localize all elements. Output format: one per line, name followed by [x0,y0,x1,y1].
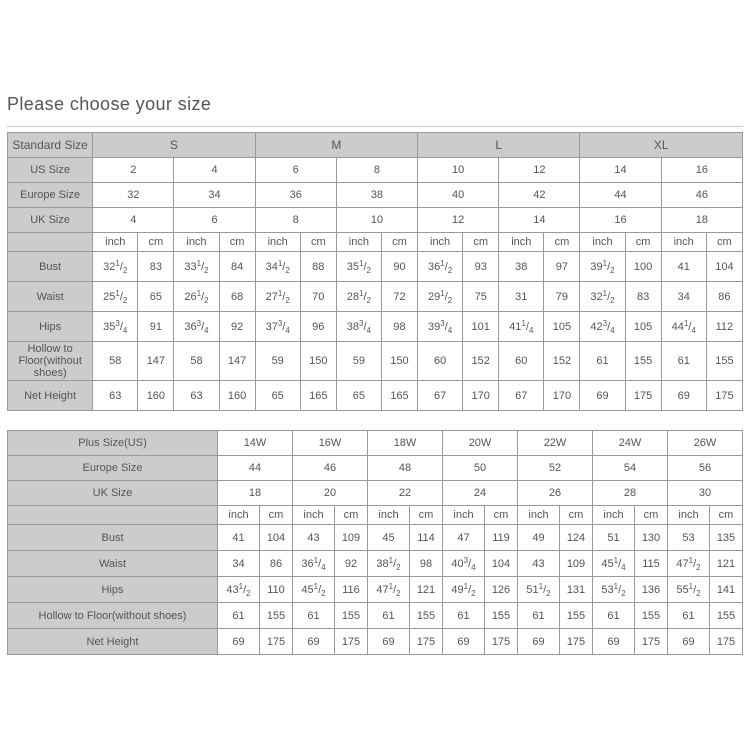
value-cell: 116 [335,577,368,603]
unit-cell: inch [443,506,485,525]
size-value-cell: 44 [580,183,661,208]
value-cell: 91 [138,312,174,342]
value-cell: 152 [463,342,499,381]
group-header-cell: M [255,133,417,158]
value-cell: 34 [218,551,260,577]
value-cell: 175 [410,629,443,655]
value-cell: 41 [218,525,260,551]
row-label-cell: Europe Size [8,456,218,481]
row-label-cell: Waist [8,551,218,577]
value-cell: 69 [218,629,260,655]
value-cell: 147 [138,342,174,381]
size-value-cell: 8 [255,208,336,233]
value-cell: 61 [443,603,485,629]
size-value-cell: 32 [93,183,174,208]
value-cell: 155 [485,603,518,629]
value-cell: 61 [580,342,625,381]
size-value-cell: 40 [418,183,499,208]
value-cell: 109 [560,551,593,577]
value-cell: 69 [668,629,710,655]
value-cell: 60 [418,342,463,381]
value-cell: 92 [335,551,368,577]
value-cell: 101 [463,312,499,342]
value-cell: 61 [368,603,410,629]
value-cell: 160 [138,381,174,411]
value-cell: 86 [706,282,742,312]
value-cell: 67 [499,381,544,411]
value-cell: 160 [219,381,255,411]
unit-cell: cm [138,233,174,252]
value-cell: $49^1/_2$ [443,577,485,603]
value-cell: 88 [300,252,336,282]
size-value-cell: 26W [668,431,743,456]
row-label-cell: Net Height [8,381,93,411]
value-cell: 69 [443,629,485,655]
unit-cell: cm [300,233,336,252]
value-cell: 104 [485,551,518,577]
value-cell: 105 [544,312,580,342]
size-value-cell: 18W [368,431,443,456]
unit-cell: inch [661,233,706,252]
unit-cell: cm [335,506,368,525]
value-cell: 150 [300,342,336,381]
unit-cell: inch [218,506,260,525]
size-value-cell: 6 [174,208,255,233]
value-cell: 75 [463,282,499,312]
size-value-cell: 50 [443,456,518,481]
unit-cell: cm [410,506,443,525]
value-cell: 65 [138,282,174,312]
value-cell: 47 [443,525,485,551]
size-value-cell: 14 [580,158,661,183]
value-cell: 83 [625,282,661,312]
value-cell: 175 [635,629,668,655]
value-cell: $45^1/_4$ [593,551,635,577]
value-cell: 155 [635,603,668,629]
value-cell: $35^3/_4$ [93,312,138,342]
value-cell: 136 [635,577,668,603]
size-value-cell: 16 [580,208,661,233]
value-cell: 83 [138,252,174,282]
size-value-cell: 28 [593,481,668,506]
size-value-cell: 42 [499,183,580,208]
value-cell: 130 [635,525,668,551]
size-value-cell: 26 [518,481,593,506]
value-cell: 104 [260,525,293,551]
value-cell: 175 [710,629,743,655]
value-cell: 175 [485,629,518,655]
row-label-cell: UK Size [8,481,218,506]
value-cell: $39^3/_4$ [418,312,463,342]
size-value-cell: 16W [293,431,368,456]
size-value-cell: 54 [593,456,668,481]
value-cell: 131 [560,577,593,603]
unit-cell: cm [485,506,518,525]
size-value-cell: 20W [443,431,518,456]
row-label-cell: Hips [8,312,93,342]
unit-cell: inch [336,233,381,252]
value-cell: 63 [174,381,219,411]
value-cell: $32^1/_2$ [93,252,138,282]
size-value-cell: 12 [418,208,499,233]
value-cell: $40^3/_4$ [443,551,485,577]
value-cell: $37^3/_4$ [255,312,300,342]
value-cell: $25^1/_2$ [93,282,138,312]
unit-cell: cm [381,233,417,252]
row-label-cell: Net Height [8,629,218,655]
value-cell: 175 [706,381,742,411]
value-cell: $36^3/_4$ [174,312,219,342]
unit-cell: inch [593,506,635,525]
value-cell: 155 [410,603,443,629]
value-cell: 84 [219,252,255,282]
value-cell: 43 [518,551,560,577]
unit-cell: cm [635,506,668,525]
unit-cell: cm [260,506,293,525]
value-cell: 49 [518,525,560,551]
value-cell: 86 [260,551,293,577]
unit-cell: inch [499,233,544,252]
row-label-cell: Hips [8,577,218,603]
unit-cell: inch [580,233,625,252]
value-cell: 69 [661,381,706,411]
value-cell: 119 [485,525,518,551]
value-cell: 67 [418,381,463,411]
value-cell: 43 [293,525,335,551]
value-cell: 31 [499,282,544,312]
value-cell: $35^1/_2$ [336,252,381,282]
value-cell: 51 [593,525,635,551]
value-cell: 155 [706,342,742,381]
size-value-cell: 10 [418,158,499,183]
row-label-cell: Waist [8,282,93,312]
value-cell: 72 [381,282,417,312]
size-value-cell: 16 [661,158,742,183]
unit-corner-cell [8,506,218,525]
value-cell: 175 [625,381,661,411]
value-cell: 69 [368,629,410,655]
value-cell: 61 [593,603,635,629]
value-cell: 170 [463,381,499,411]
value-cell: 65 [336,381,381,411]
value-cell: $47^1/_2$ [368,577,410,603]
value-cell: 63 [93,381,138,411]
value-cell: 105 [625,312,661,342]
unit-cell: inch [93,233,138,252]
value-cell: 147 [219,342,255,381]
value-cell: 110 [260,577,293,603]
row-label-cell: Hollow to Floor(without shoes) [8,603,218,629]
size-value-cell: 38 [336,183,417,208]
value-cell: 79 [544,282,580,312]
value-cell: 69 [293,629,335,655]
size-value-cell: 4 [93,208,174,233]
value-cell: 59 [336,342,381,381]
value-cell: $38^3/_4$ [336,312,381,342]
value-cell: 69 [593,629,635,655]
value-cell: 155 [560,603,593,629]
value-cell: 97 [544,252,580,282]
size-value-cell: 30 [668,481,743,506]
value-cell: 170 [544,381,580,411]
unit-cell: inch [255,233,300,252]
size-value-cell: 48 [368,456,443,481]
value-cell: 61 [661,342,706,381]
size-value-cell: 24W [593,431,668,456]
row-label-cell: Bust [8,525,218,551]
unit-cell: inch [668,506,710,525]
unit-cell: cm [710,506,743,525]
title-divider [7,126,743,127]
value-cell: 65 [255,381,300,411]
unit-cell: inch [293,506,335,525]
value-cell: 98 [381,312,417,342]
size-value-cell: 4 [174,158,255,183]
row-label-cell: US Size [8,158,93,183]
row-label-cell: Bust [8,252,93,282]
value-cell: 45 [368,525,410,551]
unit-cell: cm [560,506,593,525]
value-cell: 104 [706,252,742,282]
value-cell: 126 [485,577,518,603]
value-cell: 69 [518,629,560,655]
value-cell: 165 [381,381,417,411]
value-cell: $43^1/_2$ [218,577,260,603]
size-value-cell: 24 [443,481,518,506]
size-value-cell: 8 [336,158,417,183]
value-cell: 53 [668,525,710,551]
unit-cell: inch [418,233,463,252]
size-value-cell: 44 [218,456,293,481]
value-cell: $32^1/_2$ [580,282,625,312]
size-value-cell: 20 [293,481,368,506]
value-cell: $38^1/_2$ [368,551,410,577]
value-cell: 61 [668,603,710,629]
value-cell: 100 [625,252,661,282]
value-cell: $34^1/_2$ [255,252,300,282]
value-cell: 155 [260,603,293,629]
size-value-cell: 14 [499,208,580,233]
value-cell: $53^1/_2$ [593,577,635,603]
value-cell: $51^1/_2$ [518,577,560,603]
size-value-cell: 34 [174,183,255,208]
plus-size-table [7,430,743,655]
value-cell: 90 [381,252,417,282]
value-cell: $45^1/_2$ [293,577,335,603]
corner-cell: Standard Size [8,133,93,158]
value-cell: 60 [499,342,544,381]
value-cell: $29^1/_2$ [418,282,463,312]
value-cell: 68 [219,282,255,312]
unit-cell: cm [544,233,580,252]
group-header-cell: S [93,133,255,158]
standard-size-table [7,132,743,411]
value-cell: $39^1/_2$ [580,252,625,282]
value-cell: 93 [463,252,499,282]
value-cell: $33^1/_2$ [174,252,219,282]
value-cell: $41^1/_4$ [499,312,544,342]
unit-corner-cell [8,233,93,252]
value-cell: $36^1/_2$ [418,252,463,282]
size-value-cell: 22W [518,431,593,456]
unit-cell: inch [174,233,219,252]
value-cell: 98 [410,551,443,577]
value-cell: 155 [710,603,743,629]
value-cell: 165 [300,381,336,411]
size-value-cell: 2 [93,158,174,183]
row-label-cell: UK Size [8,208,93,233]
size-value-cell: 46 [293,456,368,481]
value-cell: 61 [518,603,560,629]
unit-cell: cm [463,233,499,252]
row-label-cell: Hollow to Floor(without shoes) [8,342,93,381]
unit-cell: cm [706,233,742,252]
row-label-cell: Plus Size(US) [8,431,218,456]
size-value-cell: 6 [255,158,336,183]
size-value-cell: 10 [336,208,417,233]
value-cell: $44^1/_4$ [661,312,706,342]
value-cell: 41 [661,252,706,282]
value-cell: 152 [544,342,580,381]
value-cell: 155 [335,603,368,629]
value-cell: 135 [710,525,743,551]
size-value-cell: 12 [499,158,580,183]
value-cell: 61 [218,603,260,629]
value-cell: 175 [335,629,368,655]
size-value-cell: 36 [255,183,336,208]
value-cell: 121 [410,577,443,603]
value-cell: $42^3/_4$ [580,312,625,342]
value-cell: $47^1/_2$ [668,551,710,577]
size-value-cell: 14W [218,431,293,456]
unit-cell: inch [518,506,560,525]
page-title: Please choose your size [7,94,212,114]
value-cell: 59 [255,342,300,381]
value-cell: 175 [560,629,593,655]
value-cell: 115 [635,551,668,577]
size-value-cell: 18 [661,208,742,233]
value-cell: 175 [260,629,293,655]
value-cell: 124 [560,525,593,551]
value-cell: $27^1/_2$ [255,282,300,312]
value-cell: 96 [300,312,336,342]
value-cell: 109 [335,525,368,551]
size-value-cell: 18 [218,481,293,506]
size-value-cell: 52 [518,456,593,481]
size-value-cell: 46 [661,183,742,208]
value-cell: 61 [293,603,335,629]
value-cell: 38 [499,252,544,282]
size-value-cell: 56 [668,456,743,481]
value-cell: 34 [661,282,706,312]
value-cell: $55^1/_2$ [668,577,710,603]
row-label-cell: Europe Size [8,183,93,208]
value-cell: $26^1/_2$ [174,282,219,312]
value-cell: 121 [710,551,743,577]
unit-cell: inch [368,506,410,525]
value-cell: 92 [219,312,255,342]
value-cell: 58 [174,342,219,381]
value-cell: 150 [381,342,417,381]
value-cell: $36^1/_4$ [293,551,335,577]
unit-cell: cm [625,233,661,252]
value-cell: 112 [706,312,742,342]
value-cell: 70 [300,282,336,312]
group-header-cell: L [418,133,580,158]
value-cell: $28^1/_2$ [336,282,381,312]
value-cell: 141 [710,577,743,603]
value-cell: 58 [93,342,138,381]
value-cell: 69 [580,381,625,411]
size-value-cell: 22 [368,481,443,506]
value-cell: 155 [625,342,661,381]
value-cell: 114 [410,525,443,551]
group-header-cell: XL [580,133,743,158]
unit-cell: cm [219,233,255,252]
